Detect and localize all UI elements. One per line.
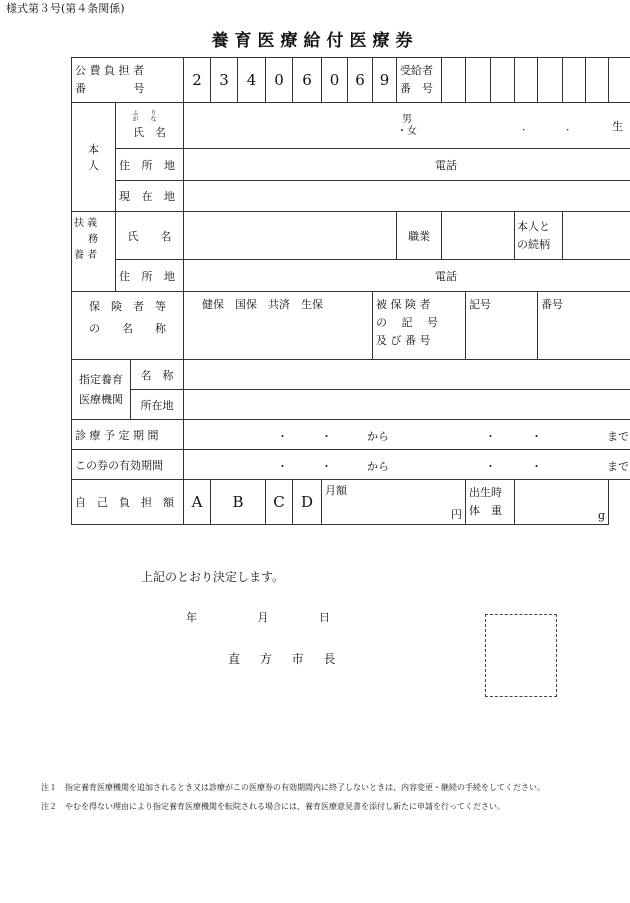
birth-separator: ．: [566, 119, 577, 133]
birth-weight-field[interactable]: [515, 480, 609, 525]
medical-voucher-table: [71, 57, 630, 525]
recipient-digit-box[interactable]: [586, 58, 609, 103]
recipient-digit-box[interactable]: [491, 58, 515, 103]
phone-label: 電話: [435, 269, 457, 283]
birth-suffix: 生: [612, 119, 623, 133]
recipient-digit-box[interactable]: [515, 58, 538, 103]
monthly-amount-field[interactable]: [322, 480, 466, 525]
treatment-period-row: [72, 420, 630, 450]
relation-label: 本人と の続柄: [515, 212, 563, 260]
birth-year-field[interactable]: [476, 118, 522, 134]
guardian-section-label: 扶 義 務 養 者: [72, 212, 116, 292]
patient-current-address-field[interactable]: [184, 181, 630, 212]
recipient-digit-box[interactable]: [538, 58, 563, 103]
guardian-name-field[interactable]: [184, 212, 397, 260]
note-1: 注１ 指定養育医療機関を追加されるとき又は診療がこの医療券の有効期間内に終了しないときは、内容変更・継続の手続をしてください。: [41, 783, 545, 792]
institution-name-label: 名 称: [131, 360, 184, 390]
decision-statement: 上記のとおり決定します。: [141, 570, 285, 584]
recipient-digit-box[interactable]: [609, 58, 630, 103]
institution-location-row: [72, 390, 630, 420]
guardian-name-row: [72, 212, 630, 260]
decision-date: [186, 609, 330, 625]
copay-grade-a[interactable]: A: [184, 480, 211, 525]
patient-current-row: [72, 181, 630, 212]
number-label: 番号: [541, 298, 563, 311]
insured-number-field[interactable]: [538, 292, 630, 360]
insurer-label: 保 険 者 等 の 名 称: [72, 292, 184, 360]
form-number: 様式第３号(第４条関係): [6, 2, 125, 15]
payer-number-label: 公 費 負 担 者 番 号: [72, 58, 184, 103]
guardian-address-field[interactable]: [184, 260, 630, 292]
month-label: 月: [257, 611, 269, 624]
guardian-address-label: 住 所 地: [116, 260, 184, 292]
day-label: 日: [319, 611, 330, 624]
insured-symbol-field[interactable]: [466, 292, 538, 360]
validity-period-field[interactable]: ・ ・ から ・ ・ まで: [184, 450, 630, 480]
copay-label: 自 己 負 担 額: [72, 480, 184, 525]
guardian-name-label: 氏 名: [116, 212, 184, 260]
copay-row: [72, 480, 630, 525]
institution-name-field[interactable]: [184, 360, 630, 390]
insurance-row: [72, 292, 630, 360]
treatment-period-label: 診 療 予 定 期 間: [72, 420, 184, 450]
payer-digit[interactable]: 0: [322, 58, 348, 103]
phone-label: 電話: [435, 158, 457, 172]
payer-digit[interactable]: 9: [373, 58, 397, 103]
payer-digit[interactable]: 6: [293, 58, 322, 103]
yen-label: 円: [451, 508, 462, 521]
note-2: 注２ やむを得ない理由により指定養育医療機関を転院される場合には、養育医療意見書を添付し新たに申請を行ってください。: [41, 802, 505, 811]
symbol-label: 記号: [469, 298, 491, 311]
institution-location-label: 所在地: [131, 390, 184, 420]
monthly-label: 月額: [325, 484, 347, 497]
treatment-period-field[interactable]: ・ ・ から ・ ・ まで: [184, 420, 630, 450]
patient-address-label: 住 所 地: [116, 149, 184, 181]
payer-digit[interactable]: 4: [238, 58, 266, 103]
page-title: 養育医療給付医療券: [211, 31, 419, 51]
recipient-number-label: 受給者 番 号: [397, 58, 442, 103]
patient-address-field[interactable]: [184, 149, 630, 181]
year-label: 年: [186, 611, 197, 624]
relation-field[interactable]: [563, 212, 630, 260]
patient-address-row: [72, 149, 630, 181]
recipient-digit-box[interactable]: [563, 58, 586, 103]
copay-grade-c[interactable]: C: [266, 480, 293, 525]
guardian-address-row: [72, 260, 630, 292]
copay-grade-b[interactable]: B: [211, 480, 266, 525]
insurer-type-options[interactable]: 健保 国保 共済 生保: [184, 292, 373, 360]
patient-current-label: 現 在 地: [116, 181, 184, 212]
seal-box: [485, 614, 557, 697]
payer-digit[interactable]: 2: [184, 58, 211, 103]
payer-digit[interactable]: 0: [266, 58, 293, 103]
payer-digit[interactable]: 6: [348, 58, 373, 103]
issuer-mayor: 直 方 市 長: [228, 652, 344, 666]
occupation-field[interactable]: [442, 212, 515, 260]
patient-name-row: [72, 103, 630, 149]
recipient-digit-box[interactable]: [466, 58, 491, 103]
occupation-label: 職業: [397, 212, 442, 260]
validity-period-row: [72, 450, 630, 480]
patient-name-label: ふり がな 氏 名: [116, 103, 184, 149]
birth-separator: ．: [522, 119, 533, 133]
sex-selector[interactable]: 男 ・女: [397, 113, 417, 137]
institution-location-field[interactable]: [184, 390, 630, 420]
birth-weight-label: 出生時 体 重: [466, 480, 515, 525]
institution-name-row: [72, 360, 630, 390]
institution-label: 指定養育 医療機関: [72, 360, 131, 420]
validity-period-label: この券の有効期間: [72, 450, 184, 480]
payer-digit[interactable]: 3: [211, 58, 238, 103]
name-ruby: ふり がな: [132, 110, 169, 123]
insured-label: 被 保 険 者 の 記 号 及 び 番 号: [373, 292, 466, 360]
gram-label: g: [597, 509, 605, 522]
patient-section-label: 本 人: [72, 103, 116, 212]
recipient-digit-box[interactable]: [442, 58, 466, 103]
patient-name-field[interactable]: [184, 103, 630, 149]
copay-grade-d[interactable]: D: [293, 480, 322, 525]
header-row: [72, 58, 630, 103]
